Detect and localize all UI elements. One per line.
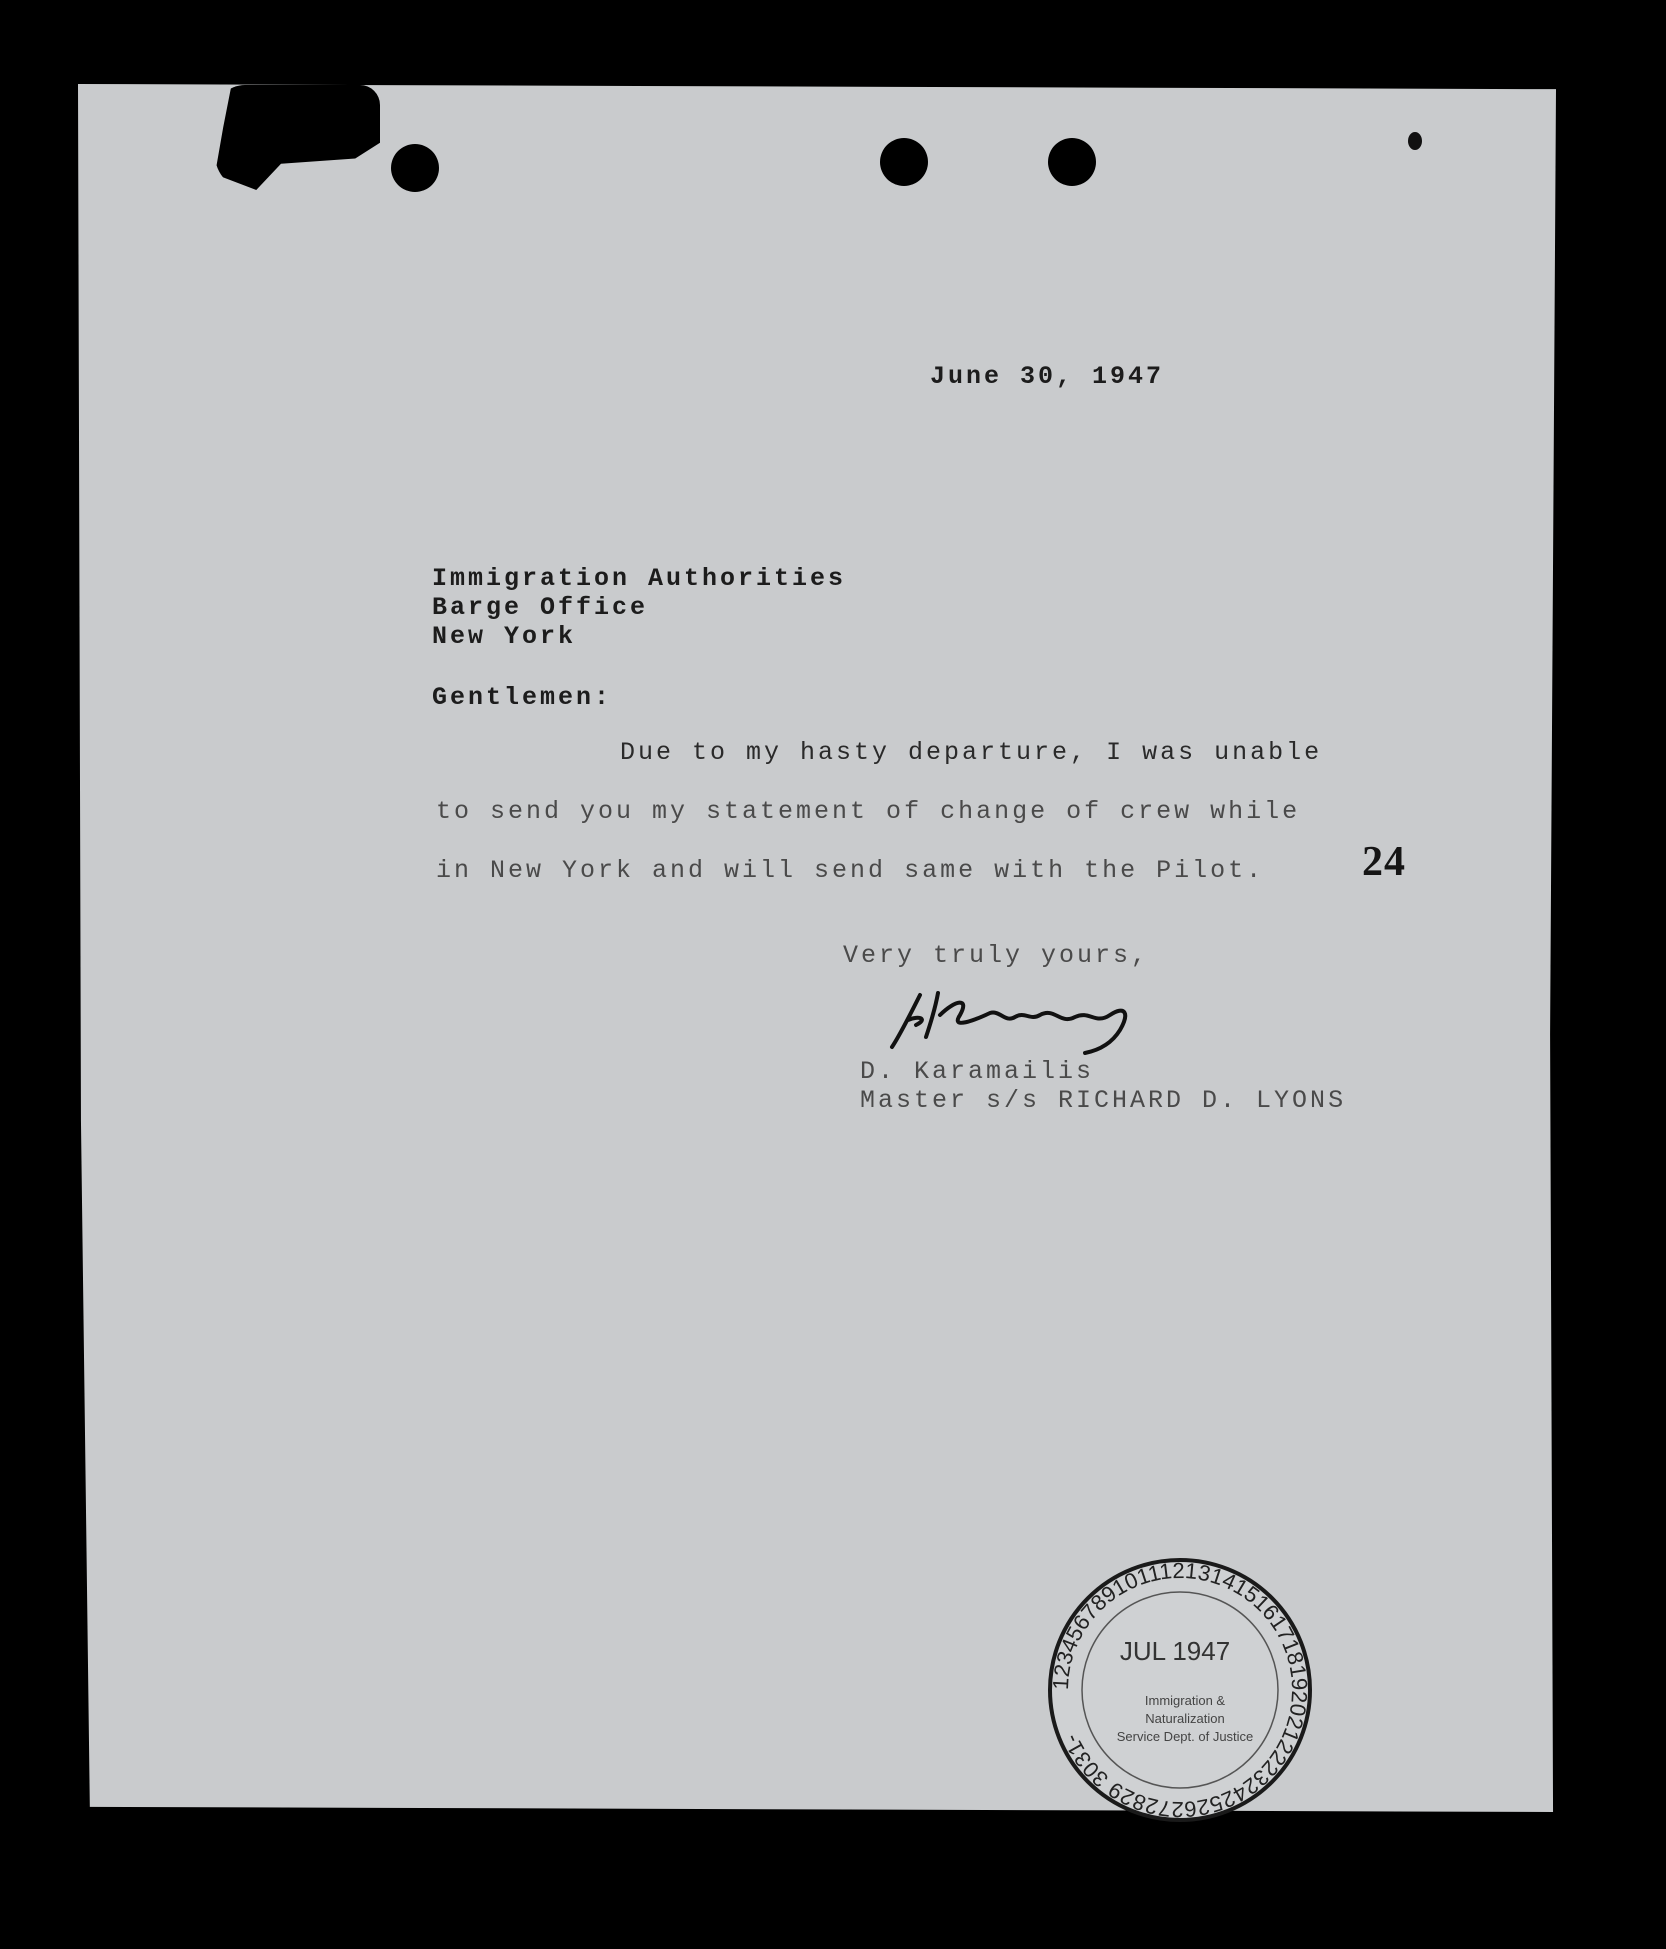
punch-hole-2: [880, 138, 928, 186]
received-date-stamp: [1045, 1555, 1315, 1825]
recipient-line-1: Immigration Authorities: [432, 564, 847, 593]
signer-name: D. Karamailis: [860, 1057, 1095, 1086]
page-number: 24: [1362, 839, 1406, 885]
recipient-line-3: New York: [432, 622, 577, 651]
body-line-2: to send you my statement of change of crew while: [436, 797, 1301, 826]
ink-mark: [1408, 132, 1422, 150]
stamp-line-2: Naturalization: [1145, 1711, 1225, 1726]
body-line-1: Due to my hasty departure, I was unable: [620, 738, 1323, 767]
letter-page: [78, 84, 1556, 1812]
closing: Very truly yours,: [843, 941, 1150, 970]
recipient-line-2: Barge Office: [432, 593, 649, 622]
salutation: Gentlemen:: [432, 683, 613, 712]
stamp-line-1: Immigration &: [1144, 1693, 1226, 1708]
body-line-3: in New York and will send same with the Pilot.: [436, 856, 1265, 885]
stamp-line-3: Service Dept. of Justice: [1116, 1729, 1254, 1744]
letter-date: June 30, 1947: [930, 362, 1165, 391]
signer-title: Master s/s RICHARD D. LYONS: [860, 1086, 1347, 1115]
punch-hole-1: [391, 144, 439, 192]
punch-hole-3: [1048, 138, 1096, 186]
handwritten-signature: [880, 975, 1160, 1055]
stamp-date: JUL 1947: [1119, 1636, 1231, 1666]
stamp-ring-text: 1234567891011121314151617181920212223242526272829 3031-: [1047, 1557, 1313, 1823]
